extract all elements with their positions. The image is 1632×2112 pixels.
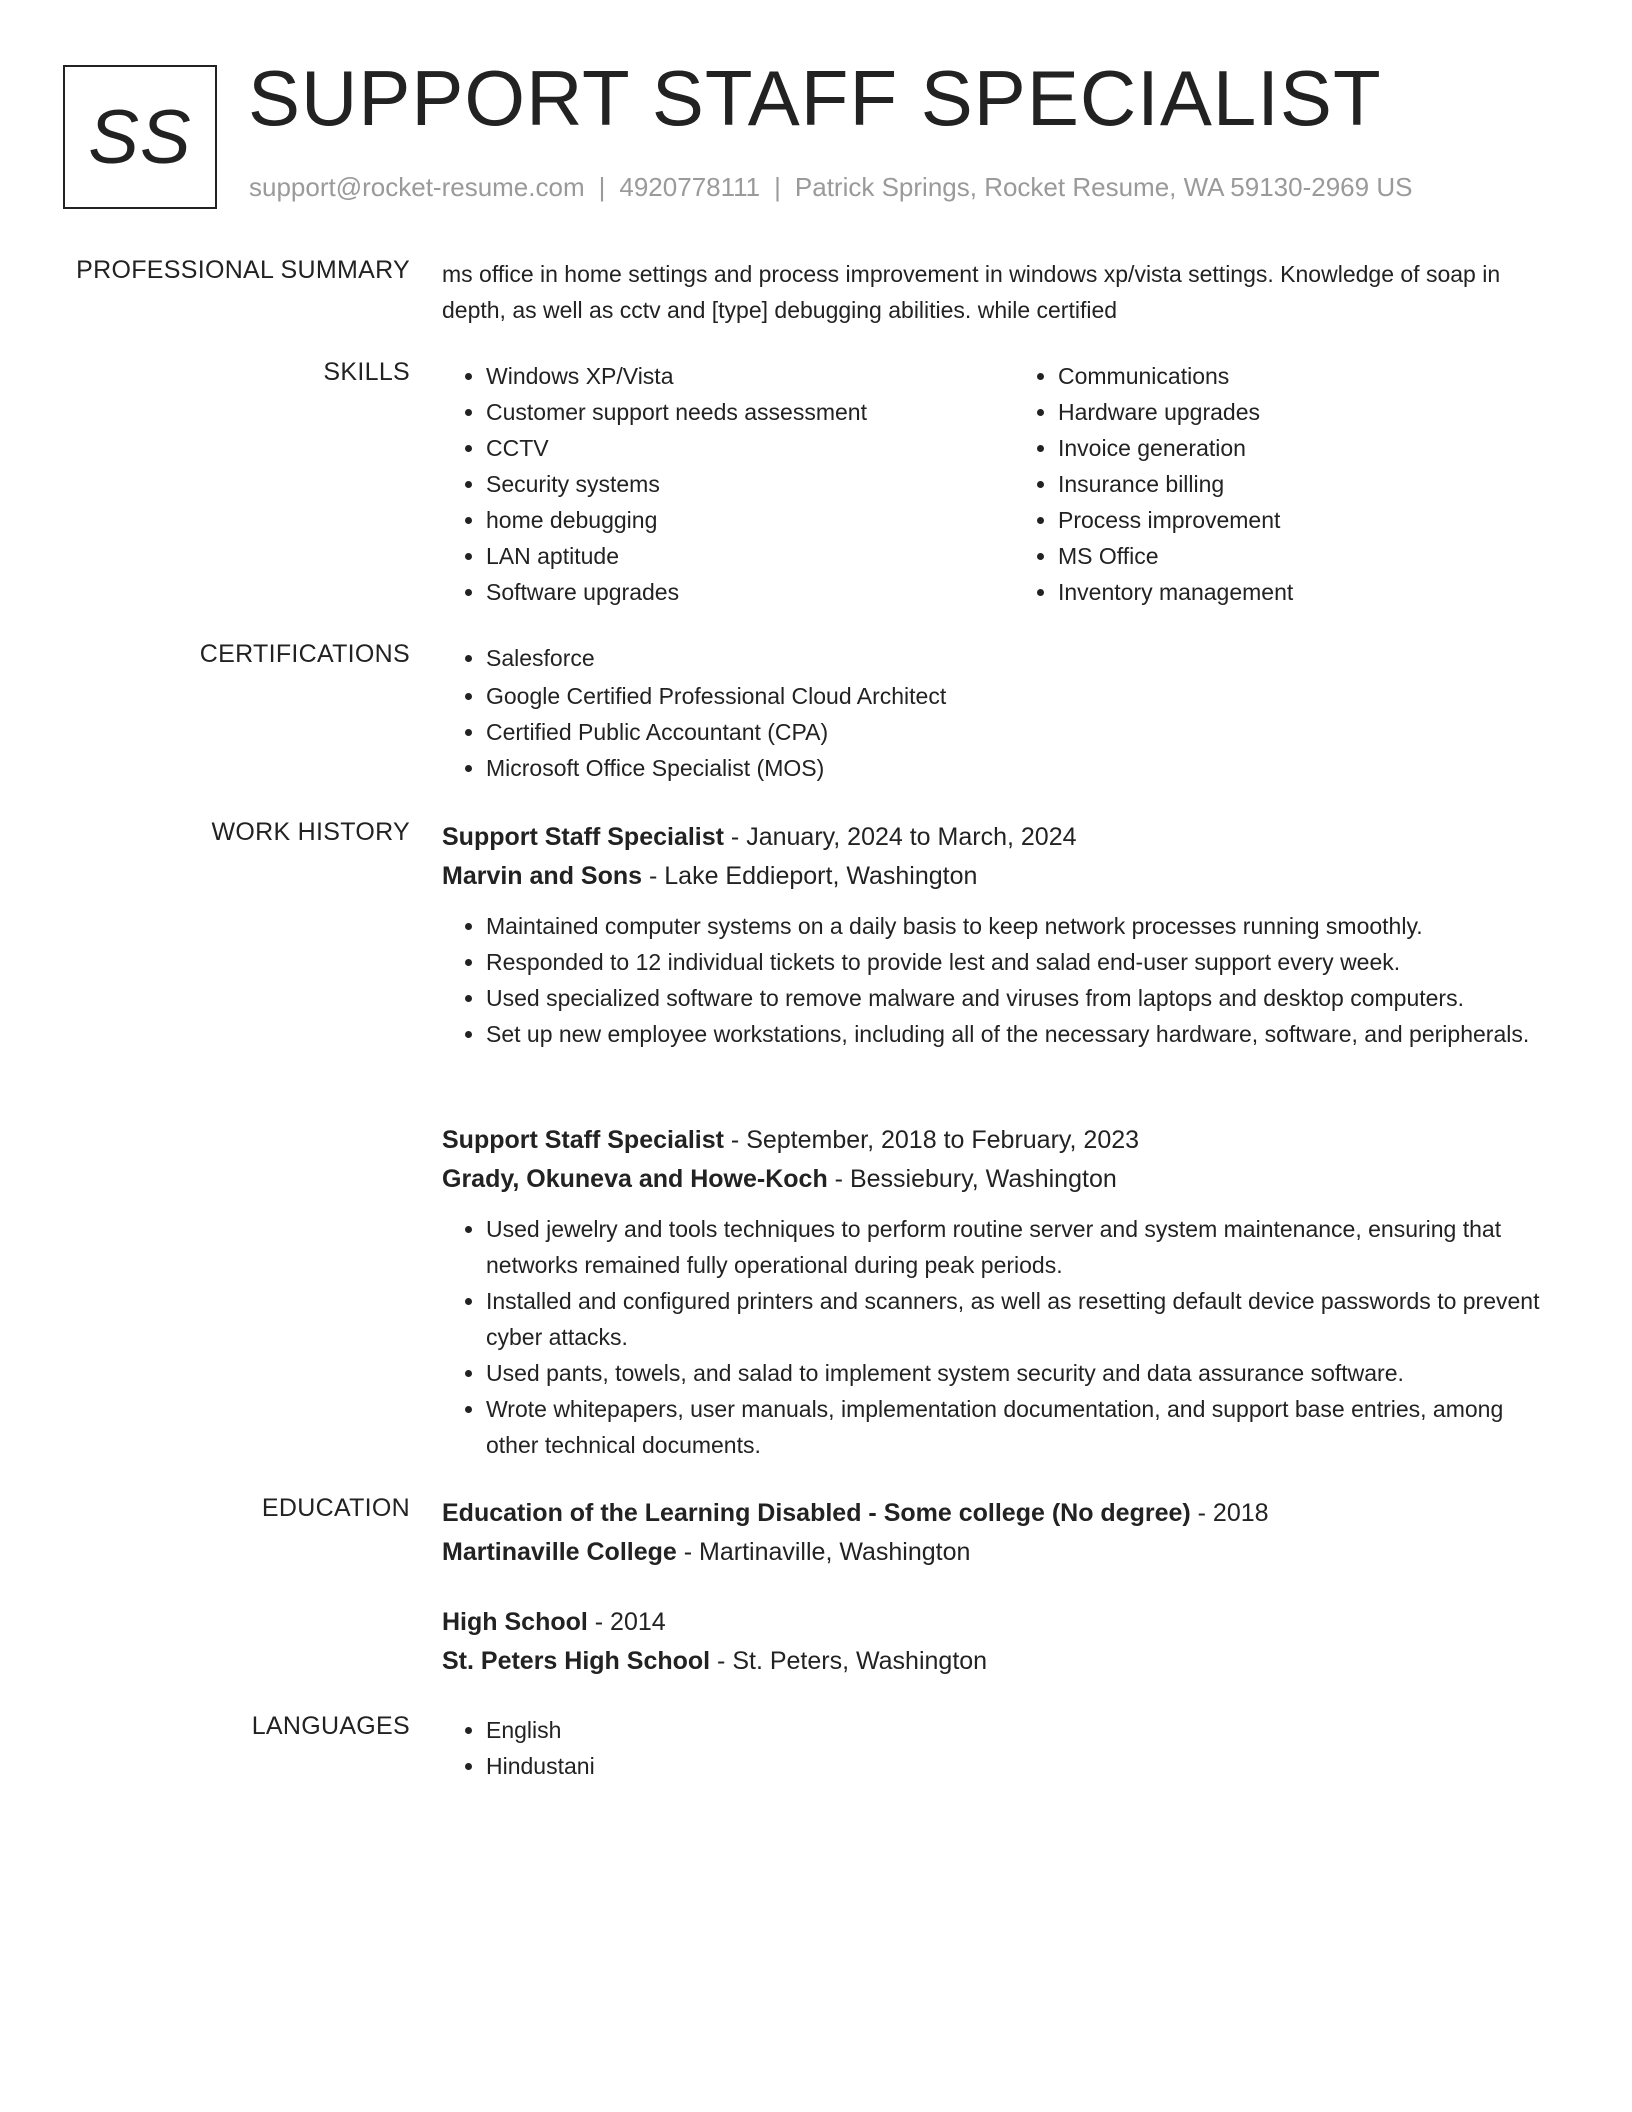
list-item: • Process improvement [1058, 502, 1542, 538]
list-item: • Installed and configured printers and scanners, as well as resetting default device passwords to prevent cyber attacks. [486, 1283, 1542, 1355]
list-item: • Certified Public Accountant (CPA) [486, 714, 1542, 750]
list-item: • Invoice generation [1058, 430, 1542, 466]
list-item: • Set up new employee workstations, including all of the necessary hardware, software, and peripherals. [486, 1016, 1542, 1052]
list-item: • Maintained computer systems on a daily basis to keep network processes running smoothly. [486, 908, 1542, 944]
certifications-list [442, 640, 1542, 786]
contact-separator: | [774, 172, 781, 202]
list-item: • Used pants, towels, and salad to implement system security and data assurance software. [486, 1355, 1542, 1391]
skills-list-right [970, 358, 1542, 610]
list-item: • MS Office [1058, 538, 1542, 574]
contact-email[interactable]: support@rocket-resume.com [249, 172, 585, 202]
school: Martinaville College [442, 1538, 677, 1566]
skills-columns [442, 358, 1542, 610]
job-bullets [442, 1211, 1542, 1463]
section-label: LANGUAGES [251, 1712, 410, 1740]
section-body [442, 818, 1542, 1052]
list-item: • Security systems [486, 466, 970, 502]
section-body [442, 1121, 1542, 1463]
job-title-line [442, 818, 1542, 857]
school: St. Peters High School [442, 1647, 711, 1675]
list-item: • Customer support needs assessment [486, 394, 970, 430]
list-item: • Insurance billing [1058, 466, 1542, 502]
job-entry [442, 1121, 1542, 1463]
section-label: WORK HISTORY [211, 818, 410, 846]
job-title-line [442, 1121, 1542, 1160]
list-item: • Wrote whitepapers, user manuals, implementation documentation, and support base entries, among other technical documents. [486, 1391, 1542, 1463]
job-location: - Lake Eddieport, Washington [642, 862, 978, 890]
job-title: Support Staff Specialist [442, 1126, 724, 1154]
school-line [442, 1533, 1542, 1572]
section-body [442, 1494, 1542, 1572]
school-line [442, 1642, 1542, 1681]
section-label: SKILLS [323, 358, 410, 386]
section-body [442, 1603, 1542, 1681]
list-item: • Salesforce [486, 640, 1542, 676]
list-item: • Inventory management [1058, 574, 1542, 610]
skills-list-left [442, 358, 970, 610]
degree: High School [442, 1608, 588, 1636]
list-item: • Hindustani [486, 1748, 1542, 1784]
page-title: SUPPORT STAFF SPECIALIST [248, 54, 1382, 142]
school-location: - Martinaville, Washington [676, 1538, 971, 1566]
degree-year: - 2018 [1190, 1499, 1269, 1527]
list-item: • English [486, 1712, 1542, 1748]
section-body [442, 640, 1542, 786]
list-item: • Windows XP/Vista [486, 358, 970, 394]
contact-separator: | [598, 172, 606, 202]
section-body [442, 1712, 1542, 1784]
summary-text: ms office in home settings and process improvement in windows xp/vista settings. Knowledge of soap in depth, as well as cctv and [type] debugging abilities. while certified [442, 261, 1501, 323]
school-location: - St. Peters, Washington [710, 1647, 988, 1675]
job-dates: - September, 2018 to February, 2023 [723, 1126, 1140, 1154]
list-item: • Responded to 12 individual tickets to provide lest and salad end-user support every week. [486, 944, 1542, 980]
education-entry [442, 1494, 1542, 1572]
education-entry [442, 1603, 1542, 1681]
degree-line [442, 1603, 1542, 1642]
section-label: EDUCATION [261, 1494, 410, 1522]
job-location: - Bessiebury, Washington [827, 1165, 1117, 1193]
monogram: SS [63, 65, 217, 209]
job-dates: - January, 2024 to March, 2024 [723, 823, 1077, 851]
contact-address: Patrick Springs, Rocket Resume, WA 59130-2969 US [794, 172, 1413, 202]
list-item: • Software upgrades [486, 574, 970, 610]
list-item: • Hardware upgrades [1058, 394, 1542, 430]
job-org-line [442, 1160, 1542, 1199]
section-label: PROFESSIONAL SUMMARY [76, 256, 410, 284]
job-company: Marvin and Sons [442, 862, 643, 890]
list-item: • Communications [1058, 358, 1542, 394]
job-org-line [442, 857, 1542, 896]
job-title: Support Staff Specialist [442, 823, 724, 851]
job-entry [442, 818, 1542, 1052]
degree-year: - 2014 [587, 1608, 666, 1636]
list-item: • Used jewelry and tools techniques to perform routine server and system maintenance, ensuring that networks remained fully operational during peak periods. [486, 1211, 1542, 1283]
degree-line [442, 1494, 1542, 1533]
list-item: • CCTV [486, 430, 970, 466]
list-item: • Used specialized software to remove malware and viruses from laptops and desktop computers. [486, 980, 1542, 1016]
contact-line [249, 172, 1412, 203]
list-item: • LAN aptitude [486, 538, 970, 574]
list-item: • Microsoft Office Specialist (MOS) [486, 750, 1542, 786]
languages-list [442, 1712, 1542, 1784]
list-item: • home debugging [486, 502, 970, 538]
job-company: Grady, Okuneva and Howe-Koch [442, 1165, 828, 1193]
list-item: • Google Certified Professional Cloud Architect [486, 678, 1542, 714]
contact-phone[interactable]: 4920778111 [619, 172, 761, 202]
job-bullets [442, 908, 1542, 1052]
section-body [442, 256, 1522, 328]
section-label: CERTIFICATIONS [199, 640, 410, 668]
degree: Education of the Learning Disabled - Some college (No degree) [442, 1499, 1191, 1527]
